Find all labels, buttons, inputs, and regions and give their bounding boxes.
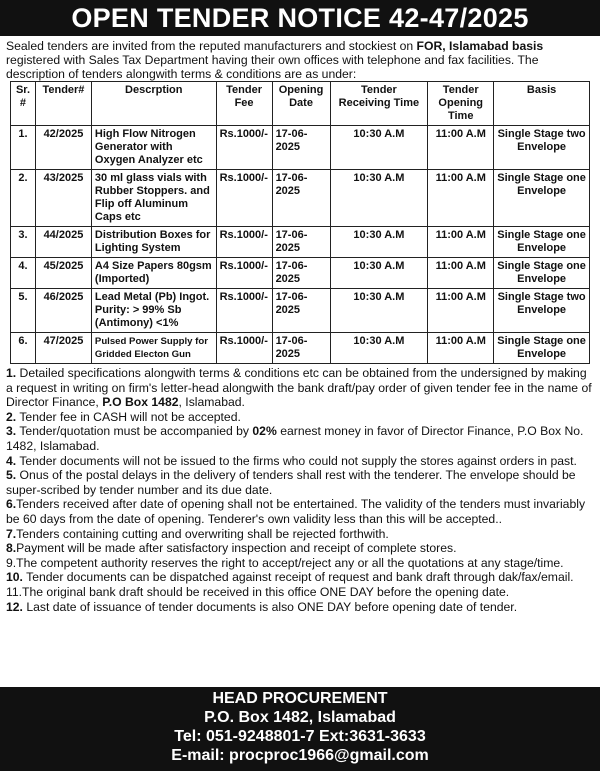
- cell-receiving-time: 10:30 A.M: [330, 258, 428, 289]
- cell-sr: 6.: [11, 333, 36, 364]
- footer-office-name: HEAD PROCUREMENT: [212, 690, 388, 707]
- term-text: Last date of issuance of tender documents is also ONE DAY before opening date of tender.: [22, 599, 518, 614]
- cell-tender: 45/2025: [35, 258, 91, 289]
- term-9: [6, 556, 594, 571]
- cell-description: Pulsed Power Supply for Gridded Electon Gun: [91, 333, 216, 364]
- footer-phone: Tel: 051-9248801-7 Ext:3631-3633: [174, 728, 426, 745]
- term-text: Tender documents can be dispatched against receipt of request and bank draft through dak/fax/email.: [22, 570, 574, 585]
- term-6: [6, 497, 594, 526]
- cell-fee: Rs.1000/-: [216, 333, 272, 364]
- term-10: [6, 570, 594, 585]
- term-bold: P.O Box 1482: [102, 395, 179, 410]
- intro-text-2: registered with Sales Tax Department having their own offices with telephone and fax facilities. The description of tenders alongwith terms & conditions are as under:: [6, 53, 539, 81]
- cell-date: 17-06-2025: [272, 126, 330, 170]
- cell-date: 17-06-2025: [272, 227, 330, 258]
- term-8: [6, 541, 594, 556]
- col-header-basis: Basis: [494, 82, 590, 126]
- cell-tender: 43/2025: [35, 170, 91, 227]
- intro-paragraph: [0, 36, 600, 81]
- cell-sr: 4.: [11, 258, 36, 289]
- term-text: Detailed specifications alongwith terms & conditions etc can be obtained from the undersigned by making a request in writing on firm's letter-head alongwith the bank draft/pay order of given tender fee in the name of Director Finance,: [6, 366, 592, 410]
- term-text: Tenders containing cutting and overwriting shall be rejected forthwith.: [16, 526, 389, 541]
- cell-tender: 47/2025: [35, 333, 91, 364]
- table-header-row: [11, 82, 590, 126]
- term-text: 9.The competent authority reserves the right to accept/reject any or all the quotations at any stage/time.: [6, 555, 564, 570]
- term-4: [6, 454, 594, 469]
- cell-fee: Rs.1000/-: [216, 170, 272, 227]
- cell-sr: 1.: [11, 126, 36, 170]
- intro-bold: FOR, Islamabad basis: [416, 39, 544, 53]
- cell-basis: Single Stage one Envelope: [494, 227, 590, 258]
- cell-date: 17-06-2025: [272, 170, 330, 227]
- term-number: 12.: [6, 599, 23, 614]
- contact-footer: [0, 687, 600, 771]
- cell-opening-time: 11:00 A.M: [428, 258, 494, 289]
- cell-opening-time: 11:00 A.M: [428, 170, 494, 227]
- table-row: [11, 333, 590, 364]
- term-number: 1.: [6, 366, 17, 380]
- col-header-receiving-time: Tender Receiving Time: [330, 82, 428, 126]
- notice-title: OPEN TENDER NOTICE 42-47/2025: [71, 2, 529, 33]
- cell-receiving-time: 10:30 A.M: [330, 333, 428, 364]
- term-5: [6, 468, 594, 497]
- cell-fee: Rs.1000/-: [216, 289, 272, 333]
- cell-receiving-time: 10:30 A.M: [330, 227, 428, 258]
- col-header-fee: Tender Fee: [216, 82, 272, 126]
- cell-description: 30 ml glass vials with Rubber Stoppers. and Flip off Aluminum Caps etc: [91, 170, 216, 227]
- notice-title-bar: [0, 0, 600, 36]
- tender-table: [10, 81, 590, 364]
- term-text: earnest money in favor of Director Finance, P.O Box No. 1482, Islamabad.: [6, 424, 584, 453]
- intro-text-1: Sealed tenders are invited from the reputed manufacturers and stockiest on: [6, 39, 417, 53]
- cell-receiving-time: 10:30 A.M: [330, 170, 428, 227]
- cell-opening-time: 11:00 A.M: [428, 126, 494, 170]
- term-number: 7.: [6, 526, 17, 541]
- footer-address: P.O. Box 1482, Islamabad: [204, 709, 396, 726]
- cell-basis: Single Stage one Envelope: [494, 258, 590, 289]
- term-text: Payment will be made after satisfactory inspection and receipt of complete stores.: [16, 541, 457, 556]
- term-11: [6, 585, 594, 600]
- cell-sr: 2.: [11, 170, 36, 227]
- cell-description: Lead Metal (Pb) Ingot. Purity: > 99% Sb (Antimony) <1%: [91, 289, 216, 333]
- term-text: Tenders received after date of opening shall not be entertained. The validity of the tenders must invariably be 60 days from the date of opening. Tenderer's own validity less than this will be accepted..: [6, 497, 586, 526]
- terms-and-conditions: [0, 364, 600, 614]
- table-row: [11, 227, 590, 258]
- term-number: 8.: [6, 541, 17, 556]
- cell-date: 17-06-2025: [272, 258, 330, 289]
- cell-basis: Single Stage one Envelope: [494, 170, 590, 227]
- cell-description: A4 Size Papers 80gsm (Imported): [91, 258, 216, 289]
- col-header-tender: Tender#: [35, 82, 91, 126]
- footer-email: E-mail: procproc1966@gmail.com: [171, 747, 429, 764]
- cell-opening-time: 11:00 A.M: [428, 333, 494, 364]
- cell-sr: 3.: [11, 227, 36, 258]
- term-number: 4.: [6, 453, 17, 468]
- term-text: Tender/quotation must be accompanied by: [16, 424, 253, 439]
- col-header-opening-date: Opening Date: [272, 82, 330, 126]
- cell-sr: 5.: [11, 289, 36, 333]
- col-header-description: Descrption: [91, 82, 216, 126]
- term-3: [6, 424, 594, 453]
- cell-receiving-time: 10:30 A.M: [330, 289, 428, 333]
- cell-opening-time: 11:00 A.M: [428, 289, 494, 333]
- cell-tender: 44/2025: [35, 227, 91, 258]
- term-bold: 02%: [252, 424, 277, 439]
- term-12: [6, 600, 594, 615]
- cell-basis: Single Stage two Envelope: [494, 126, 590, 170]
- cell-basis: Single Stage two Envelope: [494, 289, 590, 333]
- term-number: 10.: [6, 570, 23, 585]
- cell-date: 17-06-2025: [272, 289, 330, 333]
- cell-fee: Rs.1000/-: [216, 227, 272, 258]
- cell-fee: Rs.1000/-: [216, 126, 272, 170]
- table-row: [11, 126, 590, 170]
- term-7: [6, 527, 594, 542]
- col-header-opening-time: Tender Opening Time: [428, 82, 494, 126]
- term-1: [6, 366, 594, 410]
- term-number: 5.: [6, 468, 17, 483]
- term-number: 6.: [6, 497, 17, 512]
- term-text: Onus of the postal delays in the delivery of tenders shall rest with the tenderer. The envelope should be super-scribed by tender number and its due date.: [6, 468, 576, 497]
- table-row: [11, 258, 590, 289]
- cell-description: Distribution Boxes for Lighting System: [91, 227, 216, 258]
- term-2: [6, 410, 594, 425]
- term-text: Tender documents will not be issued to the firms who could not supply the stores against orders in past.: [16, 453, 577, 468]
- cell-basis: Single Stage one Envelope: [494, 333, 590, 364]
- term-number: 3.: [6, 424, 17, 439]
- col-header-sr: Sr. #: [11, 82, 36, 126]
- term-text: , Islamabad.: [178, 395, 245, 410]
- term-text: Tender fee in CASH will not be accepted.: [16, 409, 241, 424]
- cell-fee: Rs.1000/-: [216, 258, 272, 289]
- cell-opening-time: 11:00 A.M: [428, 227, 494, 258]
- term-number: 2.: [6, 409, 17, 424]
- cell-receiving-time: 10:30 A.M: [330, 126, 428, 170]
- cell-tender: 42/2025: [35, 126, 91, 170]
- cell-date: 17-06-2025: [272, 333, 330, 364]
- cell-tender: 46/2025: [35, 289, 91, 333]
- table-row: [11, 170, 590, 227]
- table-row: [11, 289, 590, 333]
- cell-description: High Flow Nitrogen Generator with Oxygen Analyzer etc: [91, 126, 216, 170]
- term-text: 11.The original bank draft should be received in this office ONE DAY before the opening date.: [6, 584, 510, 599]
